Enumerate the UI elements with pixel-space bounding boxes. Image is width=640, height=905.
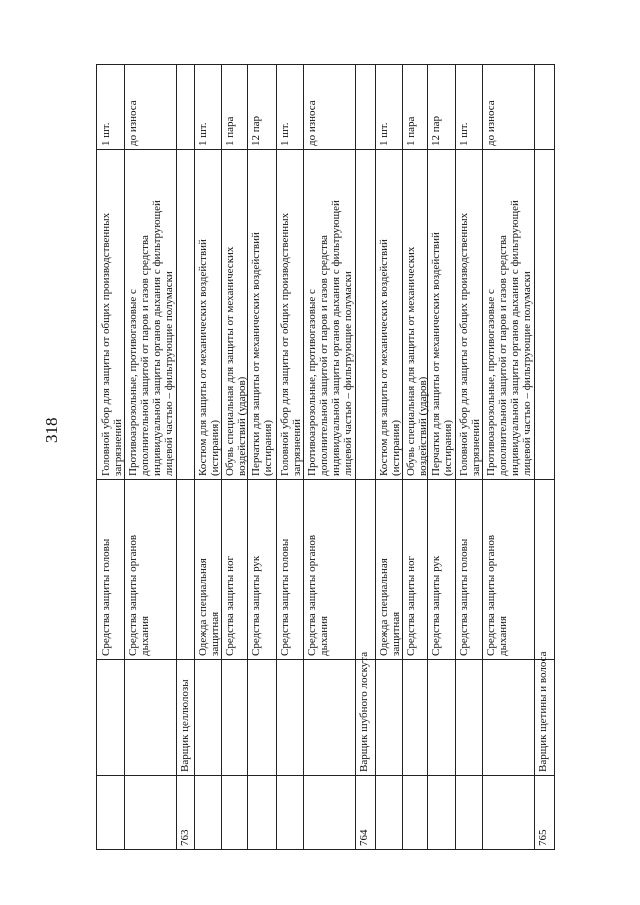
cell-group [197, 558, 221, 656]
cell-line: Перчатки для защиты от механических воздействий [250, 232, 262, 476]
cell-line: индивидуальной защиты органов дыхания с фильтрующей [151, 200, 163, 476]
cell-line: Средства защиты ног [405, 556, 417, 656]
cell-line: (истирания) [390, 419, 402, 476]
cell-group [279, 539, 291, 656]
cell-group [127, 535, 151, 656]
cell-line: (истирания) [262, 419, 274, 476]
cell-line: 1 шт. [100, 122, 112, 146]
cell-line: Костюм для защиты от механических воздействий [378, 239, 390, 476]
cell-qty [405, 117, 417, 146]
cell-group [306, 535, 330, 656]
cell-group [485, 535, 509, 656]
row-divider [221, 65, 222, 849]
cell-ppe [458, 213, 482, 476]
cell-line: 765 [537, 829, 549, 846]
cell-ppe [378, 239, 402, 476]
cell-line: воздействий (ударов) [417, 376, 429, 476]
cell-line: дыхания [497, 615, 509, 656]
ppe-table [96, 64, 555, 850]
cell-line: лицевой частью – фильтрующие полумаски [342, 271, 354, 476]
cell-line: до износа [485, 100, 497, 146]
cell-ppe [306, 200, 354, 476]
cell-qty [458, 123, 470, 146]
cell-line: Варщик щетины и волоса [537, 651, 549, 772]
cell-group [430, 556, 442, 656]
cell-ppe [127, 200, 175, 476]
cell-line: 1 шт. [378, 122, 390, 146]
cell-line: Одежда специальная [378, 558, 390, 656]
cell-line: защитная [390, 611, 402, 656]
cell-ppe [485, 200, 533, 476]
cell-line: 1 шт. [197, 122, 209, 146]
cell-name [537, 651, 549, 772]
row-divider [455, 65, 456, 849]
cell-line: дополнительной защитой от паров и газов средства [497, 235, 509, 476]
cell-line: 1 пара [224, 116, 236, 146]
cell-line: Головной убор для защиты от общих производственных [100, 212, 112, 476]
cell-line: (истирания) [442, 419, 454, 476]
column-divider [97, 149, 554, 150]
cell-line: Средства защиты ног [224, 556, 236, 656]
cell-line: Средства защиты головы [458, 538, 470, 656]
cell-line: 763 [179, 829, 191, 846]
page-number: 318 [42, 417, 61, 443]
cell-line: (истирания) [209, 419, 221, 476]
cell-qty [279, 123, 291, 146]
row-divider [194, 65, 195, 849]
row-divider [482, 65, 483, 849]
cell-group [224, 556, 236, 656]
cell-ppe [405, 247, 429, 476]
cell-num [537, 830, 549, 847]
row-divider [534, 65, 535, 849]
cell-line: Средства защиты рук [430, 555, 442, 656]
column-divider [97, 479, 554, 480]
cell-line: Одежда специальная [197, 558, 209, 656]
cell-ppe [224, 247, 248, 476]
cell-line: воздействий (ударов) [236, 376, 248, 476]
cell-ppe [250, 232, 274, 476]
cell-line: 1 шт. [458, 122, 470, 146]
cell-line: 1 шт. [279, 122, 291, 146]
cell-line: 12 пар [250, 115, 262, 146]
column-divider [97, 775, 554, 776]
cell-line: Перчатки для защиты от механических воздействий [430, 232, 442, 476]
cell-name [179, 679, 191, 772]
cell-qty [127, 100, 139, 146]
cell-line: лицевой частью – фильтрующие полумаски [521, 271, 533, 476]
cell-line: индивидуальной защиты органов дыхания с фильтрующей [330, 200, 342, 476]
cell-name [358, 652, 370, 772]
cell-num [179, 830, 191, 847]
column-divider [97, 659, 554, 660]
cell-line: Варщик шубного лоскута [358, 651, 370, 772]
cell-ppe [100, 213, 124, 476]
cell-group [378, 558, 402, 656]
cell-group [100, 539, 112, 656]
cell-qty [250, 116, 262, 146]
cell-line: загрязнений [291, 418, 303, 476]
cell-group [458, 539, 470, 656]
cell-line: Костюм для защиты от механических воздействий [197, 239, 209, 476]
row-divider [375, 65, 376, 849]
cell-line: Противоаэрозольные, противогазовые с [485, 289, 497, 476]
cell-line: Средства защиты органов [127, 534, 139, 656]
cell-qty [197, 123, 209, 146]
cell-line: загрязнений [470, 418, 482, 476]
cell-line: дыхания [318, 615, 330, 656]
row-divider [355, 65, 356, 849]
cell-group [405, 556, 417, 656]
cell-num [358, 830, 370, 847]
cell-line: дыхания [139, 615, 151, 656]
cell-line: Обувь специальная для защиты от механических [224, 246, 236, 476]
cell-ppe [430, 232, 454, 476]
cell-line: 1 пара [405, 116, 417, 146]
cell-qty [306, 100, 318, 146]
cell-line: Средства защиты рук [250, 555, 262, 656]
cell-ppe [197, 239, 221, 476]
row-divider [124, 65, 125, 849]
cell-line: Обувь специальная для защиты от механических [405, 246, 417, 476]
cell-line: Средства защиты головы [279, 538, 291, 656]
cell-line: загрязнений [112, 418, 124, 476]
row-divider [303, 65, 304, 849]
cell-line: Противоаэрозольные, противогазовые с [306, 289, 318, 476]
cell-qty [378, 123, 390, 146]
cell-line: Головной убор для защиты от общих производственных [279, 212, 291, 476]
cell-line: Головной убор для защиты от общих производственных [458, 212, 470, 476]
cell-qty [485, 100, 497, 146]
cell-line: 12 пар [430, 115, 442, 146]
cell-line: до износа [306, 100, 318, 146]
cell-line: дополнительной защитой от паров и газов средства [139, 235, 151, 476]
cell-line: до износа [127, 100, 139, 146]
cell-line: защитная [209, 611, 221, 656]
cell-line: 764 [358, 829, 370, 846]
cell-line: индивидуальной защиты органов дыхания с фильтрующей [509, 200, 521, 476]
cell-line: Противоаэрозольные, противогазовые с [127, 289, 139, 476]
cell-line: дополнительной защитой от паров и газов средства [318, 235, 330, 476]
cell-qty [224, 117, 236, 146]
cell-line: лицевой частью – фильтрующие полумаски [163, 271, 175, 476]
cell-group [250, 556, 262, 656]
row-divider [402, 65, 403, 849]
cell-line: Средства защиты головы [100, 538, 112, 656]
cell-line: Варщик целлюлозы [179, 679, 191, 772]
cell-qty [100, 123, 112, 146]
row-divider [176, 65, 177, 849]
cell-line: Средства защиты органов [306, 534, 318, 656]
row-divider [276, 65, 277, 849]
cell-line: Средства защиты органов [485, 534, 497, 656]
cell-qty [430, 116, 442, 146]
cell-ppe [279, 213, 303, 476]
